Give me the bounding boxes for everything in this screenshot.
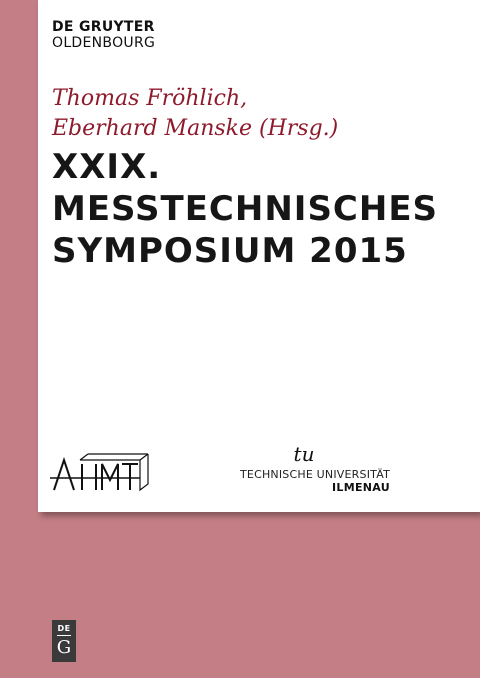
editors	[52, 84, 338, 144]
publisher-logo	[52, 20, 155, 50]
cover-card	[38, 0, 480, 512]
badge-letter: G	[56, 637, 72, 658]
ahmt-logo	[50, 452, 150, 498]
title-line-2: MESSTECHNISCHES	[52, 189, 439, 229]
book-title	[52, 146, 438, 272]
editor-line-1: Thomas Fröhlich,	[52, 86, 248, 111]
publisher-name: DE GRUYTER	[52, 19, 155, 35]
tu-name-line-1: TECHNISCHE UNIVERSITÄT	[240, 468, 390, 481]
title-line-1: XXIX.	[52, 147, 162, 187]
badge-top-text: DE	[57, 624, 71, 633]
de-gruyter-badge	[52, 620, 76, 662]
tu-name-line-2: ILMENAU	[332, 481, 390, 494]
tu-mark-icon: tu	[293, 442, 315, 466]
editor-line-2: Eberhard Manske (Hrsg.)	[52, 116, 339, 141]
publisher-imprint: OLDENBOURG	[52, 35, 156, 51]
title-line-3: SYMPOSIUM 2015	[52, 231, 408, 271]
tu-ilmenau-logo	[214, 444, 394, 494]
badge-divider	[57, 635, 71, 636]
